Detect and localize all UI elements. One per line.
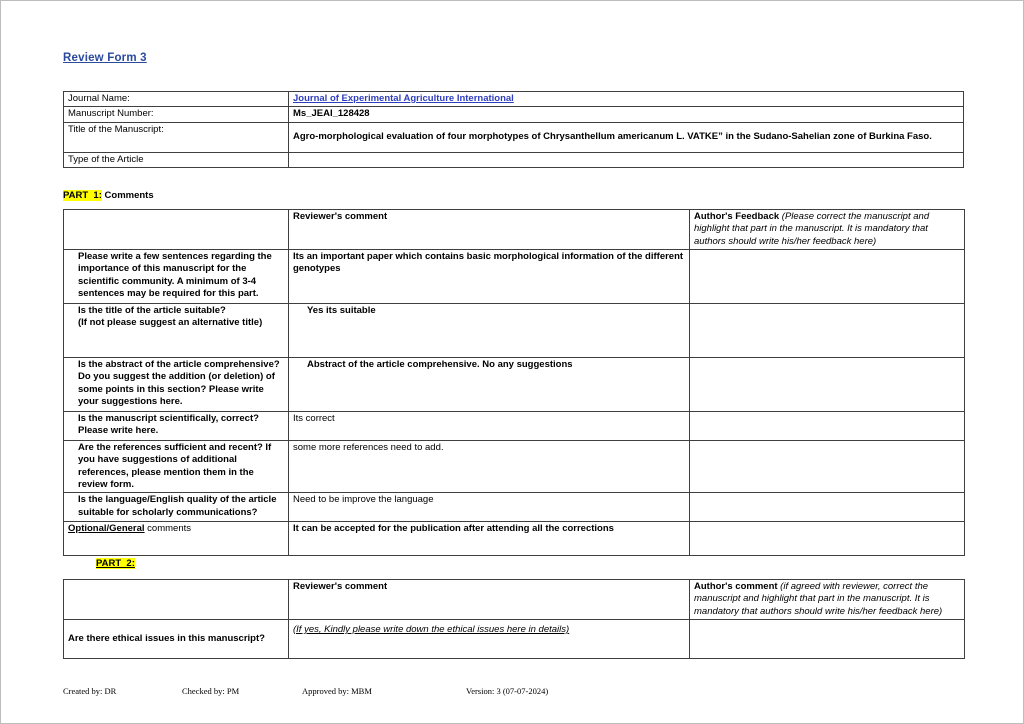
reviewer-comment-optional: It can be accepted for the publication after attending all the corrections: [289, 522, 690, 556]
reviewer-comment-title: Yes its suitable: [289, 304, 690, 358]
author-feedback-cell: [690, 412, 965, 441]
empty-header-cell: [64, 580, 289, 620]
author-comment-cell: [690, 620, 965, 659]
reviewer-comment-importance: Its an important paper which contains basic morphological information of the different genotypes: [289, 250, 690, 304]
article-type-label: Type of the Article: [64, 152, 289, 167]
author-feedback-cell: [690, 493, 965, 522]
author-comment-header-title: Author's comment: [694, 581, 778, 592]
question-title-suitable-line2: (If not please suggest an alternative title): [78, 317, 263, 329]
reviewer-comment-abstract: Abstract of the article comprehensive. No any suggestions: [289, 358, 690, 412]
part1-comments-table: [63, 209, 965, 556]
journal-name-link[interactable]: Journal of Experimental Agriculture International: [293, 93, 514, 104]
table-row: [64, 493, 965, 522]
question-title-suitable: [64, 304, 289, 358]
table-row: [64, 250, 965, 304]
author-feedback-header: [690, 210, 965, 250]
table-row: [64, 441, 965, 493]
empty-header-cell: [64, 210, 289, 250]
question-importance: Please write a few sentences regarding the importance of this manuscript for the scientific community. A minimum of 3-4 sentences may be required for this part.: [64, 250, 289, 304]
question-language: Is the language/English quality of the article suitable for scholarly communications?: [64, 493, 289, 522]
manuscript-number-value: Ms_JEAI_128428: [289, 107, 964, 122]
optional-general-label-underlined: Optional/General: [68, 523, 145, 535]
question-title-suitable-line1: Is the title of the article suitable?: [78, 305, 226, 317]
table-header-row: [64, 580, 965, 620]
page-title: Review Form 3: [63, 52, 147, 64]
question-scientific: Is the manuscript scientifically, correct? Please write here.: [64, 412, 289, 441]
optional-general-label-rest: comments: [144, 523, 192, 535]
article-type-value: [289, 152, 964, 167]
reviewer-ethical-note: [289, 620, 690, 659]
table-row: [64, 92, 964, 107]
table-header-row: [64, 210, 965, 250]
author-feedback-header-title: Author's Feedback: [694, 211, 780, 222]
author-feedback-cell: [690, 358, 965, 412]
part2-heading-highlight: PART 2:: [96, 558, 135, 569]
manuscript-title-label: Title of the Manuscript:: [64, 122, 289, 152]
part2-ethics-table: [63, 579, 965, 659]
reviewer-comment-header: Reviewer's comment: [289, 580, 690, 620]
journal-name-cell: [289, 92, 964, 107]
footer-approved: Approved by: MBM: [302, 686, 372, 696]
reviewer-comment-scientific: Its correct: [289, 412, 690, 441]
table-row: [64, 358, 965, 412]
author-feedback-header-note: (Please correct the manuscript and highlight that part in the manuscript. It is mandatory that authors should write his/her feedback here): [694, 211, 930, 247]
question-abstract: Is the abstract of the article comprehensive? Do you suggest the addition (or deletion) of some points in this section? Please write your suggestions here.: [64, 358, 289, 412]
reviewer-comment-references: some more references need to add.: [289, 441, 690, 493]
table-row: [64, 107, 964, 122]
author-feedback-cell: [690, 441, 965, 493]
table-row: [64, 152, 964, 167]
question-ethical-issues: Are there ethical issues in this manuscript?: [64, 620, 289, 659]
table-row: [64, 620, 965, 659]
question-references: Are the references sufficient and recent? If you have suggestions of additional references, please mention them in the review form.: [64, 441, 289, 493]
table-row: [64, 304, 965, 358]
journal-name-label: Journal Name:: [64, 92, 289, 107]
footer-version: Version: 3 (07-07-2024): [466, 686, 549, 696]
footer-checked: Checked by: PM: [182, 686, 240, 696]
ethical-note-text: (If yes, Kindly please write down the ethical issues here in details): [293, 624, 570, 636]
reviewer-comment-header: Reviewer's comment: [289, 210, 690, 250]
table-row: [64, 122, 964, 152]
manuscript-title-value: Agro-morphological evaluation of four morphotypes of Chrysanthellum americanum L. VATKE” in the Sudano-Sahelian zone of Burkina Faso.: [289, 122, 964, 152]
part1-heading-rest: Comments: [101, 190, 154, 201]
table-row: [64, 412, 965, 441]
optional-general-label: [64, 522, 289, 556]
author-comment-header: [690, 580, 965, 620]
table-row: [64, 522, 965, 556]
author-feedback-cell: [690, 250, 965, 304]
manuscript-info-table: [63, 91, 964, 168]
manuscript-number-label: Manuscript Number:: [64, 107, 289, 122]
author-comment-header-note: (if agreed with reviewer, correct the manuscript and highlight that part in the manuscript. It is mandatory that authors should write his/her feedback here): [694, 581, 943, 617]
part1-heading: [63, 190, 154, 201]
author-feedback-cell: [690, 522, 965, 556]
part1-heading-highlight: PART 1:: [63, 190, 102, 201]
footer-created: Created by: DR: [63, 686, 117, 696]
reviewer-comment-language: Need to be improve the language: [289, 493, 690, 522]
author-feedback-cell: [690, 304, 965, 358]
part2-heading: [96, 558, 135, 569]
